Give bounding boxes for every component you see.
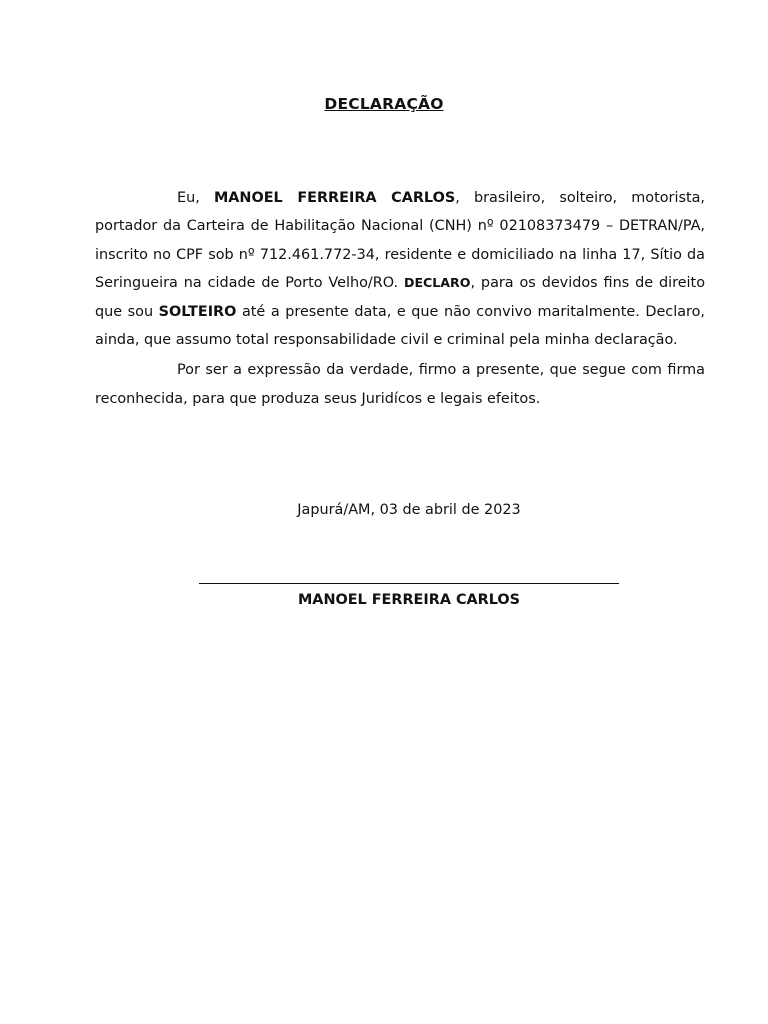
declaration-paragraph-2: Por ser a expressão da verdade, firmo a presente, que segue com firma reconhecida, para que produza seus Juridícos e legais efeitos. bbox=[95, 362, 705, 407]
declaration-paragraph-1 bbox=[95, 184, 705, 354]
declaration-body bbox=[95, 184, 705, 415]
declaro-keyword: DECLARO bbox=[403, 275, 471, 291]
signature-line bbox=[199, 583, 619, 584]
paragraph-text: , para os devidos fins de direito que sou bbox=[95, 275, 706, 320]
paragraph-text: até a presente data, e que não convivo maritalmente. Declaro, ainda, que assumo total responsabilidade civil e criminal pela minha declaração. bbox=[95, 303, 705, 349]
document-title: DECLARAÇÃO bbox=[324, 95, 444, 113]
signatory-name: MANOEL FERREIRA CARLOS bbox=[297, 592, 520, 608]
paragraph-text: , brasileiro, solteiro, motorista, portador da Carteira de Habilitação Nacional (CNH) nº 02108373479 – DETRAN/PA, inscrito no CPF sob nº 712.461.772-34, residente e domiciliado na linha 17, Sítio da Seringueira na cidade de Porto Velho/RO. bbox=[95, 190, 705, 292]
declarant-name: MANOEL FERREIRA CARLOS bbox=[213, 190, 456, 206]
marital-status: SOLTEIRO bbox=[158, 303, 237, 320]
place-and-date: Japurá/AM, 03 de abril de 2023 bbox=[297, 502, 521, 518]
paragraph-text: Eu, bbox=[177, 190, 214, 206]
